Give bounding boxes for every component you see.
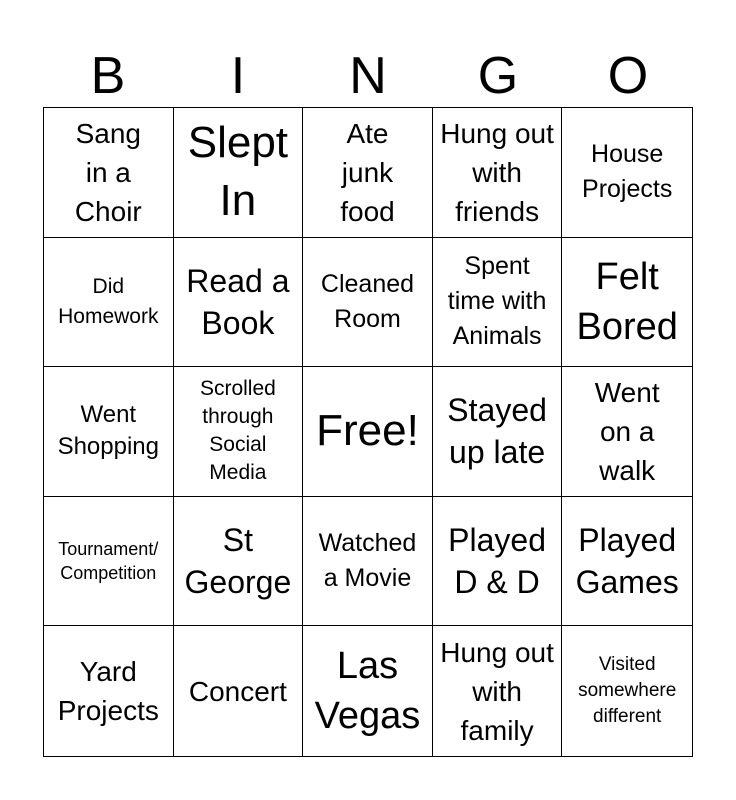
cell-label: Ate junk food xyxy=(340,117,395,227)
cell-label: St George xyxy=(184,522,292,601)
cell-label: Felt Bored xyxy=(576,255,678,348)
bingo-cell[interactable] xyxy=(303,108,433,238)
cell-label: Hung out with family xyxy=(440,636,554,746)
bingo-cell[interactable] xyxy=(44,238,174,368)
header-letter-i: I xyxy=(230,47,246,105)
header-letter-b: B xyxy=(90,47,126,105)
bingo-cell[interactable] xyxy=(433,108,563,238)
bingo-cell[interactable] xyxy=(303,626,433,756)
cell-label: Las Vegas xyxy=(314,645,421,738)
bingo-board xyxy=(43,107,693,757)
bingo-cell[interactable] xyxy=(433,238,563,368)
header-letter-n: N xyxy=(349,47,387,105)
cell-label: Hung out with friends xyxy=(440,117,554,227)
cell-label: Did Homework xyxy=(58,274,159,328)
bingo-cell[interactable] xyxy=(562,238,692,368)
bingo-cell[interactable] xyxy=(44,367,174,497)
bingo-cell[interactable] xyxy=(433,367,563,497)
bingo-cell[interactable] xyxy=(44,108,174,238)
bingo-cell[interactable] xyxy=(174,497,304,627)
cell-label: Spent time with Animals xyxy=(447,252,547,351)
cell-label: Went Shopping xyxy=(57,401,160,461)
cell-label: Slept In xyxy=(187,118,289,226)
bingo-cell[interactable] xyxy=(303,238,433,368)
cell-label: Watched a Movie xyxy=(318,529,417,593)
bingo-cell[interactable] xyxy=(562,367,692,497)
cell-label: Played D & D xyxy=(448,522,547,601)
cell-label: Cleaned Room xyxy=(320,269,415,333)
bingo-cell[interactable] xyxy=(562,497,692,627)
bingo-cell[interactable] xyxy=(433,626,563,756)
cell-label: Tournament/ Competition xyxy=(58,539,159,584)
bingo-cell[interactable] xyxy=(44,626,174,756)
cell-label: Visited somewhere different xyxy=(578,654,677,728)
cell-label: Yard Projects xyxy=(57,656,159,727)
cell-label: House Projects xyxy=(582,140,673,204)
header-letter-o: O xyxy=(607,47,649,105)
bingo-cell[interactable] xyxy=(174,108,304,238)
bingo-cell[interactable] xyxy=(174,626,304,756)
bingo-header xyxy=(43,44,693,108)
bingo-cell-free[interactable] xyxy=(303,367,433,497)
header-letter-g: G xyxy=(477,47,519,105)
cell-label: Sang in a Choir xyxy=(74,117,142,227)
bingo-cell[interactable] xyxy=(174,367,304,497)
bingo-cell[interactable] xyxy=(562,626,692,756)
bingo-cell[interactable] xyxy=(44,497,174,627)
bingo-cell[interactable] xyxy=(174,238,304,368)
bingo-cell[interactable] xyxy=(562,108,692,238)
cell-label: Went on a walk xyxy=(594,376,660,486)
cell-label: Played Games xyxy=(575,522,679,601)
cell-label: Concert xyxy=(188,675,287,707)
bingo-cell[interactable] xyxy=(433,497,563,627)
cell-label: Stayed up late xyxy=(447,392,547,471)
bingo-cell[interactable] xyxy=(303,497,433,627)
cell-label-free: Free! xyxy=(316,406,419,456)
cell-label: Read a Book xyxy=(186,262,290,341)
cell-label: Scrolled through Social Media xyxy=(199,377,276,485)
